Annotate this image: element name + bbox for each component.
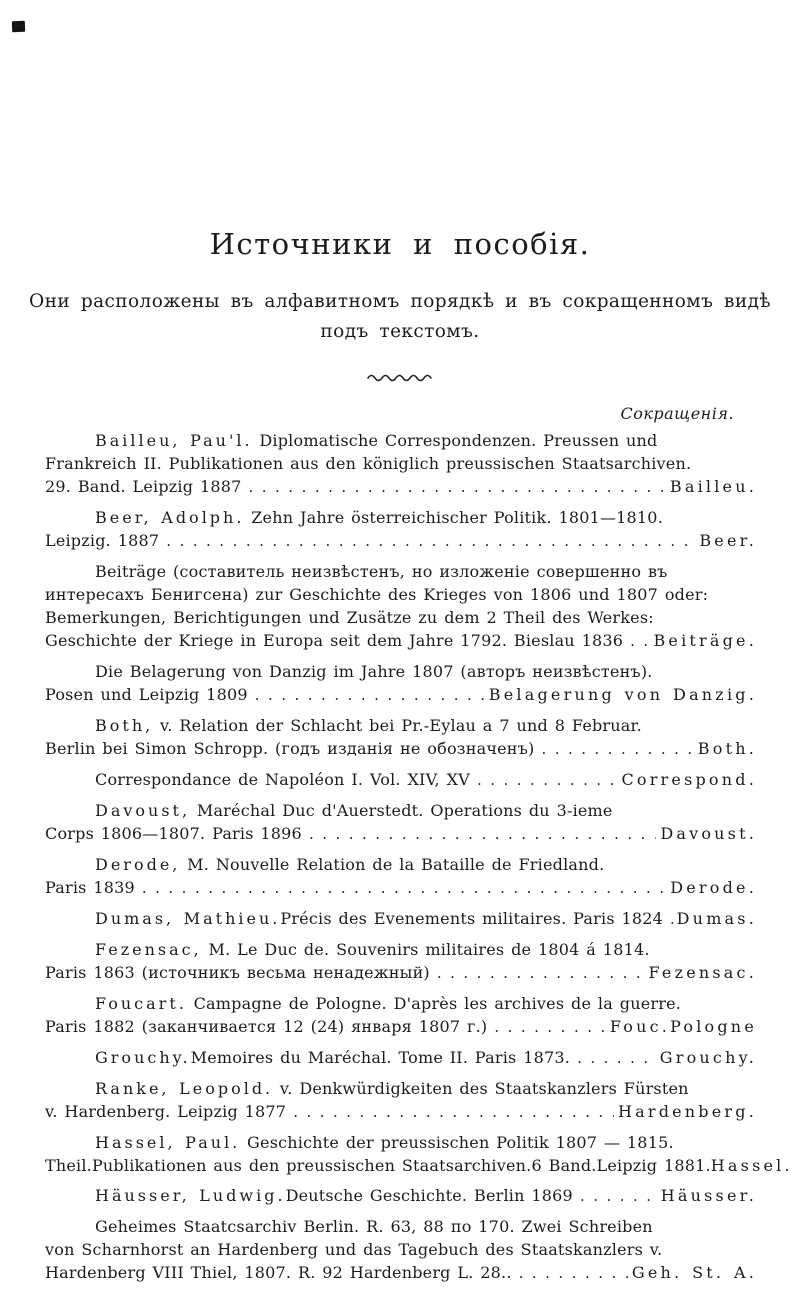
entry-line: [45, 822, 757, 846]
entry-line: [45, 737, 757, 761]
entry-author-name: Both,: [95, 716, 154, 735]
entry-line: [45, 606, 757, 629]
bibliography-entry: [45, 799, 757, 846]
entry-text: интересахъ Бенигсена) zur Geschichte des Krieges von 1806 und 1807 oder:: [45, 585, 709, 604]
entry-line: [45, 529, 757, 553]
entry-author-name: Dumas, Mathieu.: [95, 909, 281, 928]
entry-line: [45, 853, 757, 876]
entry-text: Die Belagerung von Danzig im Jahre 1807 (авторъ неизвѣстенъ).: [95, 662, 653, 681]
entry-line: [45, 1184, 757, 1208]
entry-text: M. Le Duc de. Souvenirs militaires de 1804 á 1814.: [201, 940, 650, 959]
entry-author-name: Davoust,: [95, 801, 191, 820]
entry-line: [45, 1261, 757, 1285]
entry-line: [45, 683, 757, 707]
entry-line: [45, 629, 757, 653]
entry-text: Hardenberg VIII Thiel, 1807. R. 92 Hardenberg L. 28..: [45, 1263, 512, 1282]
entry-line: [45, 429, 757, 452]
bibliography-entry: [45, 560, 757, 653]
abbreviation-label: Davoust.: [660, 824, 757, 843]
bibliography-entry: [45, 853, 757, 900]
bibliography-entry: [45, 1077, 757, 1124]
abbreviation-label: Geh. St. A.: [631, 1263, 757, 1282]
entry-line: [45, 1046, 757, 1070]
bibliography-entries: [45, 429, 793, 1292]
dot-leader: [494, 1015, 606, 1039]
entry-line: [45, 768, 757, 792]
entry-text: Correspondance de Napoléon I. Vol. XIV, XV: [95, 770, 470, 789]
dot-leader: [541, 737, 693, 761]
entry-author-name: Derode,: [95, 855, 181, 874]
bibliography-entry: [45, 938, 757, 985]
abbreviation-label: Beiträge.: [653, 631, 757, 650]
entry-text: v. Relation der Schlacht bei Pr.-Eylau a 7 und 8 Februar.: [153, 716, 642, 735]
entry-author-name: Bailleu, Pau'l.: [95, 431, 253, 450]
entry-line: [45, 961, 757, 985]
page-title: Источники и пособія.: [209, 227, 591, 261]
entry-author-name: Foucart.: [95, 994, 187, 1013]
entry-line: [45, 1215, 757, 1238]
entry-line: [45, 452, 757, 475]
dot-leader: [255, 683, 485, 707]
entry-author-name: Grouchy.: [95, 1048, 191, 1067]
entry-text: Zehn Jahre österreichischer Politik. 1801—1810.: [244, 508, 663, 527]
dot-leader: [142, 876, 666, 900]
entry-text: Leipzig. 1887: [45, 531, 160, 550]
entry-line: [45, 992, 757, 1015]
entry-author-name: Beer, Adolph.: [95, 508, 245, 527]
dot-leader: [249, 475, 666, 499]
entry-text: Paris 1839: [45, 878, 135, 897]
entry-text: v. Hardenberg. Leipzig 1877: [45, 1102, 287, 1121]
dot-leader: [437, 961, 645, 985]
entry-text: Paris 1882 (заканчивается 12 (24) января 1807 г.): [45, 1017, 488, 1036]
entry-author-name: Fezensac,: [95, 940, 202, 959]
entry-text: Beiträge (составитель неизвѣстенъ, но изложеніе совершенно въ: [95, 562, 668, 581]
abbreviation-label: Fezensac.: [648, 963, 757, 982]
wavy-divider-icon: [0, 368, 800, 387]
entry-text: Bemerkungen, Berichtigungen und Zusätze zu dem 2 Theil des Werkes:: [45, 608, 654, 627]
dot-leader: [670, 907, 673, 931]
bibliography-entry: [45, 714, 757, 761]
dot-leader: [477, 768, 617, 792]
dot-leader: [630, 629, 649, 653]
entry-author-name: Ranke, Leopold.: [95, 1079, 274, 1098]
entry-line: [45, 506, 757, 529]
entry-text: Deutsche Geschichte. Berlin 1869: [285, 1186, 573, 1205]
dot-leader: [580, 1184, 657, 1208]
abbreviation-label: Grouchy.: [659, 1048, 757, 1067]
abbreviation-label: Belagerung von Danzig.: [488, 685, 757, 704]
bibliography-entry: [45, 1184, 757, 1208]
bibliography-entry: [45, 1046, 757, 1070]
entry-text: Maréchal Duc d'Auerstedt. Operations du 3-ieme: [190, 801, 613, 820]
abbreviation-label: Correspond.: [621, 770, 757, 789]
abbreviations-heading: Сокращенія.: [620, 404, 734, 423]
entry-text: Geschichte der preussischen Politik 1807 — 1815.: [240, 1133, 674, 1152]
entry-line: [45, 583, 757, 606]
entry-text: Frankreich II. Publikationen aus den königlich preussischen Staatsarchiven.: [45, 454, 692, 473]
entry-line: [45, 560, 757, 583]
dot-leader: [577, 1046, 656, 1070]
entry-author-name: Häusser, Ludwig.: [95, 1186, 286, 1205]
entry-text: 29. Band. Leipzig 1887: [45, 477, 242, 496]
abbreviation-label: Häusser.: [660, 1186, 757, 1205]
entry-text: Diplomatische Correspondenzen. Preussen und: [252, 431, 658, 450]
bibliography-entry: [45, 992, 757, 1039]
entry-text: M. Nouvelle Relation de la Bataille de Friedland.: [180, 855, 605, 874]
bibliography-entry: [45, 1215, 757, 1285]
entry-text: Précis des Evenements militaires. Paris 1824: [280, 909, 664, 928]
dot-leader: [309, 822, 656, 846]
page-subtitle: [0, 287, 800, 347]
entry-line: [45, 907, 757, 931]
entry-line: [45, 1077, 757, 1100]
abbreviation-label: Bailleu.: [669, 477, 757, 496]
entry-line: [45, 799, 757, 822]
subtitle-line-2: подъ текстомъ.: [320, 321, 480, 342]
bibliography-entry: [45, 768, 757, 792]
abbreviation-label: Hassel.: [710, 1156, 793, 1175]
entry-text: Paris 1863 (источникъ весьма ненадежный): [45, 963, 430, 982]
entry-line: [45, 475, 757, 499]
abbreviation-label: Both.: [697, 739, 757, 758]
entry-text: Posen und Leipzig 1809: [45, 685, 248, 704]
entry-line: [45, 1100, 757, 1124]
dot-leader: [293, 1100, 614, 1124]
abbreviation-label: Fouc.Pologne: [609, 1017, 757, 1036]
bibliography-entry: [45, 907, 757, 931]
entry-line: [45, 1015, 757, 1039]
entry-text: v. Denkwürdigkeiten des Staatskanzlers Fürsten: [273, 1079, 689, 1098]
entry-line: [45, 660, 757, 683]
abbreviation-label: Beer.: [699, 531, 757, 550]
entry-line: [45, 1238, 757, 1261]
entry-text: Campagne de Pologne. D'après les archives de la guerre.: [186, 994, 682, 1013]
entry-text: Geheimes Staatcsarchiv Berlin. R. 63, 88 по 170. Zwei Schreiben: [95, 1217, 653, 1236]
ink-blot-mark: [12, 21, 25, 32]
dot-leader: [519, 1261, 628, 1285]
bibliography-entry: [45, 1131, 793, 1177]
entry-line: [45, 938, 757, 961]
entry-text: Memoires du Maréchal. Tome II. Paris 1873.: [190, 1048, 571, 1067]
entry-line: [45, 714, 757, 737]
abbreviation-label: Derode.: [670, 878, 757, 897]
abbreviation-label: Dumas.: [676, 909, 757, 928]
entry-text: Theil.Publikationen aus den preussischen Staatsarchiven.6 Band.Leipzig 1881.: [45, 1156, 711, 1175]
bibliography-entry: [45, 429, 757, 499]
entry-text: Geschichte der Kriege in Europa seit dem Jahre 1792. Bieslau 1836: [45, 631, 624, 650]
entry-line: [45, 1154, 793, 1177]
bibliography-entry: [45, 506, 757, 553]
entry-text: von Scharnhorst an Hardenberg und das Tagebuch des Staatskanzlers v.: [45, 1240, 663, 1259]
entry-line: [45, 876, 757, 900]
abbreviation-label: Hardenberg.: [617, 1102, 757, 1121]
bibliography-entry: [45, 660, 757, 707]
subtitle-line-1: Они расположены въ алфавитномъ порядкѣ и въ сокращенномъ видѣ: [29, 291, 771, 312]
entry-author-name: Hassel, Paul.: [95, 1133, 241, 1152]
entry-text: Corps 1806—1807. Paris 1896: [45, 824, 302, 843]
dot-leader: [166, 529, 695, 553]
entry-line: [45, 1131, 757, 1154]
entry-text: Berlin bei Simon Schropp. (годъ изданія не обозначенъ): [45, 739, 535, 758]
